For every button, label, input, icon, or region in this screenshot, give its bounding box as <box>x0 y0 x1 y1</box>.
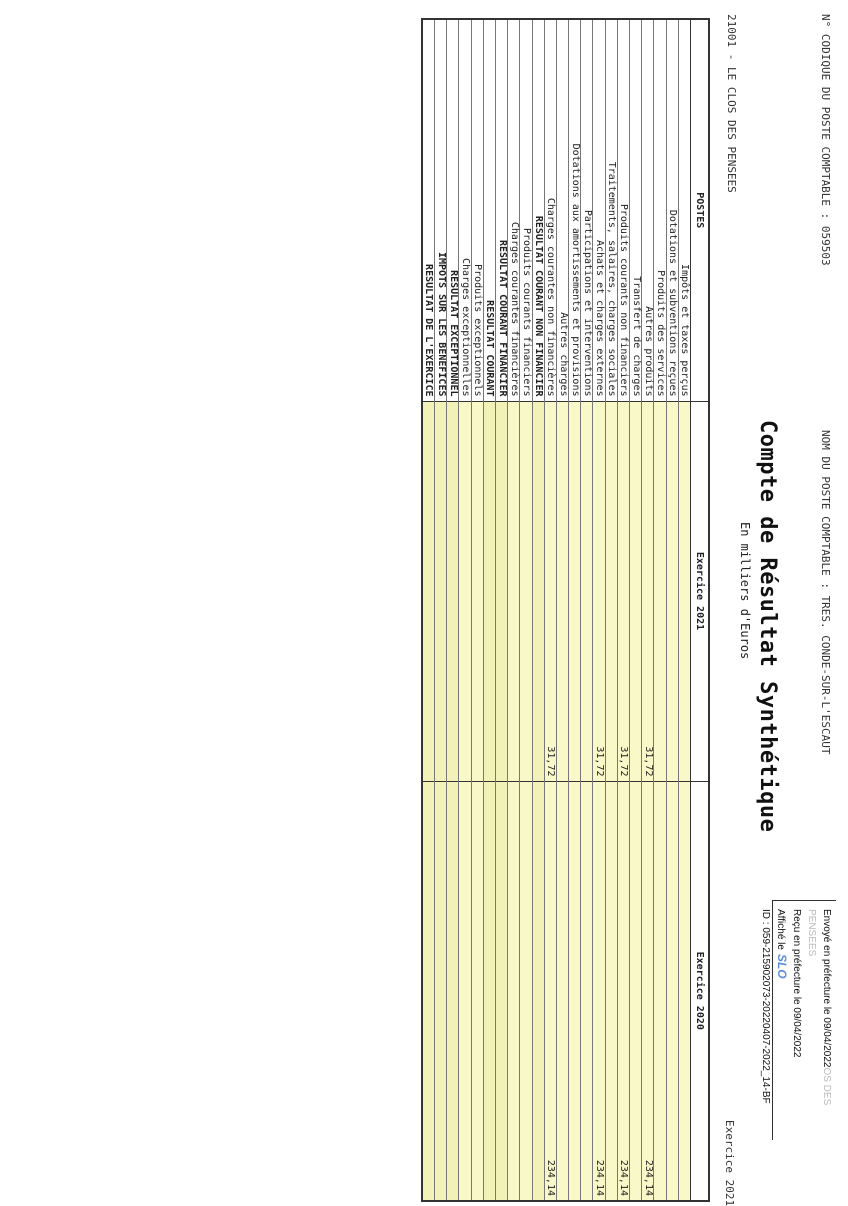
value-2021 <box>605 401 617 781</box>
row-label: Charges courantes non financières <box>544 19 556 401</box>
value-2020 <box>605 781 617 1201</box>
value-2021 <box>569 401 581 781</box>
value-2020 <box>654 781 666 1201</box>
col-header-postes: POSTES <box>691 19 710 401</box>
value-2021 <box>556 401 568 781</box>
table-row <box>642 19 654 1201</box>
value-2021 <box>422 401 435 781</box>
row-label: Produits des services <box>654 19 666 401</box>
table-row <box>471 19 483 1201</box>
table-row <box>666 19 678 1201</box>
value-2021: 31,72 <box>593 401 605 781</box>
row-label: Achats et charges externes <box>593 19 605 401</box>
value-2021: 31,72 <box>544 401 556 781</box>
table-row <box>435 19 447 1201</box>
value-2021 <box>447 401 459 781</box>
value-2020 <box>422 781 435 1201</box>
value-2020: 234,14 <box>642 781 654 1201</box>
stamp-line-recu: Reçu en préfecture le 09/04/2022 <box>791 909 802 1058</box>
value-2020 <box>630 781 642 1201</box>
value-2020 <box>532 781 544 1201</box>
value-2020 <box>569 781 581 1201</box>
table-row <box>678 19 690 1201</box>
row-label: RESULTAT COURANT NON FINANCIER <box>532 19 544 401</box>
table-row <box>654 19 666 1201</box>
table-row <box>556 19 568 1201</box>
poste-code: N° CODIQUE DU POSTE COMPTABLE : 059503 <box>819 14 832 266</box>
value-2020 <box>508 781 520 1201</box>
row-label: Transfert de charges <box>630 19 642 401</box>
table-row <box>447 19 459 1201</box>
row-label: Participations et interventions <box>581 19 593 401</box>
poste-nom: NOM DU POSTE COMPTABLE : TRES. CONDE-SUR-L'ESCAUT <box>819 430 832 755</box>
table-row <box>459 19 471 1201</box>
value-2020 <box>678 781 690 1201</box>
table-row <box>508 19 520 1201</box>
value-2020 <box>496 781 508 1201</box>
row-label: RESULTAT COURANT FINANCIER <box>496 19 508 401</box>
stamp-line-affiche: Affiché le <box>775 909 786 950</box>
value-2020 <box>435 781 447 1201</box>
entity-name: 21001 - LE CLOS DES PENSEES <box>725 14 738 193</box>
value-2021 <box>581 401 593 781</box>
table-row <box>617 19 629 1201</box>
row-label: Impôts et taxes perçus <box>678 19 690 401</box>
table-row <box>581 19 593 1201</box>
exercice-label: Exercice 2021 <box>723 1120 736 1206</box>
value-2021: 31,72 <box>642 401 654 781</box>
col-header-2020: Exercice 2020 <box>691 781 710 1201</box>
row-label: Produits exceptionnels <box>471 19 483 401</box>
value-2021 <box>630 401 642 781</box>
value-2020 <box>459 781 471 1201</box>
table-body <box>422 19 691 1201</box>
row-label: Charges exceptionnelles <box>459 19 471 401</box>
value-2020: 234,14 <box>593 781 605 1201</box>
stamp-line-envoye: Envoyé en préfecture le 09/04/2022 <box>821 909 832 1068</box>
value-2021 <box>678 401 690 781</box>
value-2021 <box>520 401 532 781</box>
table-row <box>544 19 556 1201</box>
value-2020 <box>471 781 483 1201</box>
page-subtitle: En milliers d'Euros <box>738 522 752 660</box>
col-header-2021: Exercice 2021 <box>691 401 710 781</box>
row-label: Charges courantes financières <box>508 19 520 401</box>
slo-logo: SLO <box>775 953 789 979</box>
value-2021 <box>654 401 666 781</box>
value-2021 <box>471 401 483 781</box>
stamp-line-id: ID : 059-215902073-20220407-2022_14-BF <box>760 909 771 1104</box>
table-row <box>483 19 495 1201</box>
row-label: Produits courants non financiers <box>617 19 629 401</box>
resultat-table <box>421 18 710 1202</box>
prefecture-stamp <box>760 900 836 1140</box>
value-2020 <box>483 781 495 1201</box>
value-2021: 31,72 <box>617 401 629 781</box>
table-row <box>630 19 642 1201</box>
row-label: IMPOTS SUR LES BENEFICES <box>435 19 447 401</box>
value-2021 <box>496 401 508 781</box>
row-label: RESULTAT COURANT <box>483 19 495 401</box>
value-2020 <box>666 781 678 1201</box>
row-label: Traitements, salaires, charges sociales <box>605 19 617 401</box>
table-header-row <box>691 19 710 1201</box>
row-label: Dotations aux amortissements et provisions <box>569 19 581 401</box>
table-row <box>605 19 617 1201</box>
value-2021 <box>532 401 544 781</box>
row-label: Autres produits <box>642 19 654 401</box>
value-2021 <box>508 401 520 781</box>
row-label: Dotations et subventions reçues <box>666 19 678 401</box>
value-2020 <box>447 781 459 1201</box>
table-row <box>569 19 581 1201</box>
row-label: Produits courants financiers <box>520 19 532 401</box>
table-row <box>422 19 435 1201</box>
value-2020 <box>581 781 593 1201</box>
value-2021 <box>483 401 495 781</box>
page-title: Compte de Résultat Synthétique <box>755 420 780 833</box>
stamp-faint-text: OS DES PENSEES <box>806 909 832 1106</box>
value-2020 <box>556 781 568 1201</box>
value-2020 <box>520 781 532 1201</box>
table-row <box>532 19 544 1201</box>
row-label: RESULTAT DE L'EXERCICE <box>422 19 435 401</box>
value-2020: 234,14 <box>617 781 629 1201</box>
table-row <box>593 19 605 1201</box>
table-row <box>496 19 508 1201</box>
value-2021 <box>666 401 678 781</box>
row-label: Autres charges <box>556 19 568 401</box>
value-2020: 234,14 <box>544 781 556 1201</box>
row-label: RESULTAT EXCEPTIONNEL <box>447 19 459 401</box>
value-2021 <box>435 401 447 781</box>
table-row <box>520 19 532 1201</box>
value-2021 <box>459 401 471 781</box>
